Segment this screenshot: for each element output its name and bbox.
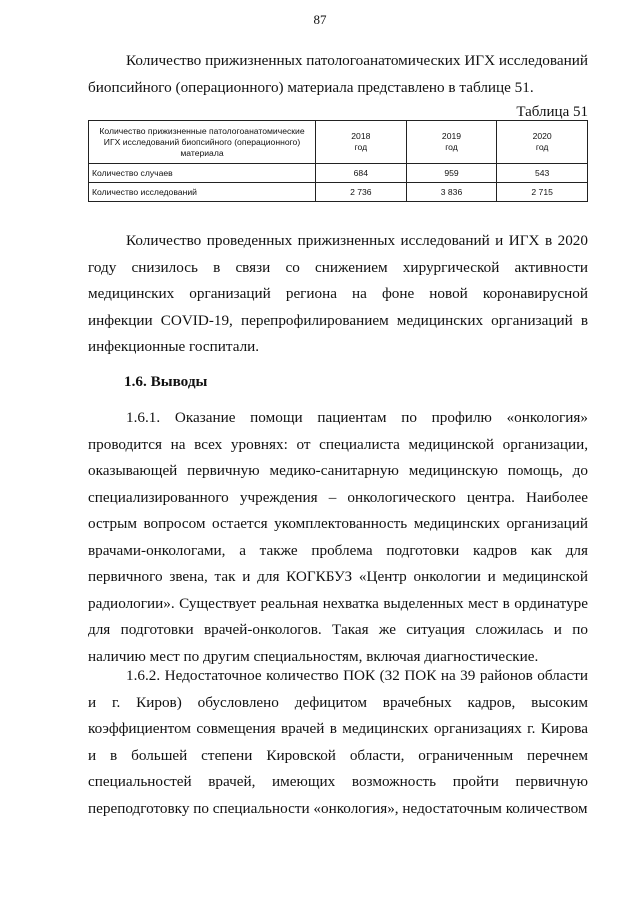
year-label: 2018 xyxy=(351,131,371,141)
table-col-2018 xyxy=(316,121,407,164)
cell-value: 3 836 xyxy=(406,183,497,202)
table-col-2019 xyxy=(406,121,497,164)
intro-paragraph: Количество прижизненных патологоанатомических ИГХ исследований биопсийного (операционного) материала представлено в таблице 51. xyxy=(88,52,588,96)
table-row xyxy=(89,183,588,202)
year-label: 2020 xyxy=(532,131,552,141)
row-label: Количество исследований xyxy=(89,183,316,202)
data-table xyxy=(88,120,588,202)
table-col-2020 xyxy=(497,121,588,164)
year-unit: год xyxy=(535,142,549,152)
cell-value: 543 xyxy=(497,164,588,183)
paragraph-1-6-1: 1.6.1. Оказание помощи пациентам по профилю «онкология» проводится на всех уровнях: от специалиста медицинской организации, оказывающей первичную медико-санитарную медицинскую помощь, до специализированного учреждения – онкологического центра. Наиболее острым вопросом остается укомплектованность медицинских организаций врачами-онкологами, а также проблема подготовки кадров как для первичного звена, так и для КОГКБУЗ «Центр онкологии и медицинской радиологии». Существует реальная нехватка выделенных мест в ординатуре для подготовки врачей-онкологов. Такая же ситуация сложилась и по наличию мест по другим специальностям, включая диагностические. xyxy=(88,409,588,665)
paragraph-1-6-2: 1.6.2. Недостаточное количество ПОК (32 ПОК на 39 районов области и г. Киров) обусловлено дефицитом врачебных кадров, высоким коэффициентом совмещения врачей в медицинских организациях г. Кирова и в большей степени Кировской области, ограниченным перечнем специальностей врачей, имеющих возможность пройти первичную переподготовку по специальности «онкология», недостаточным количеством xyxy=(88,667,588,817)
paragraph-decline: Количество проведенных прижизненных исследований и ИГХ в 2020 году снизилось в связи со снижением хирургической активности медицинских организаций региона на фоне новой коронавирусной инфекции COVID-19, перепрофилированием медицинских организаций в инфекционные госпитали. xyxy=(88,232,588,355)
year-label: 2019 xyxy=(441,131,462,141)
table-row xyxy=(89,164,588,183)
cell-value: 2 736 xyxy=(316,183,407,202)
page-number: 87 xyxy=(313,12,327,27)
year-unit: год xyxy=(354,142,368,152)
cell-value: 959 xyxy=(406,164,497,183)
table-row-header: Количество прижизненные патологоанатомические ИГХ исследований биопсийного (операционного) материала xyxy=(89,121,316,164)
cell-value: 2 715 xyxy=(497,183,588,202)
row-label: Количество случаев xyxy=(89,164,316,183)
table-header-row xyxy=(89,121,588,164)
section-heading: 1.6. Выводы xyxy=(124,373,208,390)
table-caption: Таблица 51 xyxy=(516,104,588,120)
cell-value: 684 xyxy=(316,164,407,183)
year-unit: год xyxy=(445,142,458,152)
